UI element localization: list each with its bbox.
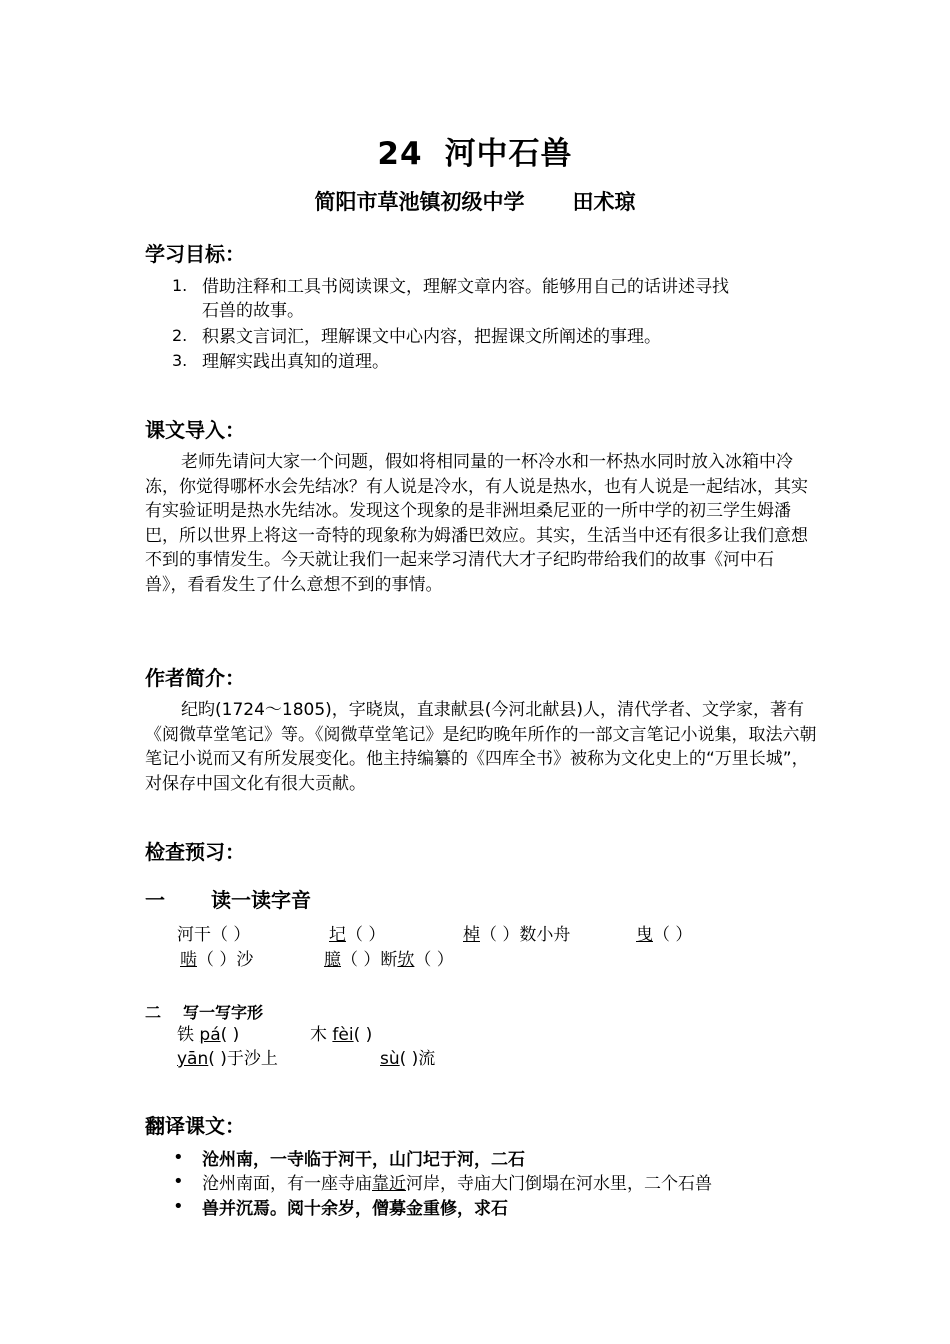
intro-paragraph: 老师先请问大家一个问题，假如将相同量的一杯冷水和一杯热水同时放入冰箱中冷冻，你觉得哪杯水会先结冰？有人说是冷水，有人说是热水，也有人说是一起结冰，其实有实验证明是热水先结冰。发现这个现象的是非洲坦桑尼亚的一所中学的初三学生姆潘巴，所以世界上将这一奇特的现象称为姆潘巴效应。其实，生活当中还有很多让我们意想不到的事情发生。今天就让我们一起来学习清代大才子纪昀带给我们的故事《河中石兽》，看看发生了什么意想不到的事情。 — [145, 452, 808, 595]
intro-heading: 课文导入： — [145, 418, 245, 442]
glyph-item: 铁 pá( ) — [177, 1025, 240, 1045]
goal-item-text: 理解实践出真知的道理。 — [202, 352, 389, 372]
author-heading: 作者简介： — [145, 666, 245, 690]
preview-heading: 检查预习： — [145, 840, 245, 864]
page-subtitle — [0, 186, 950, 216]
goals-heading: 学习目标： — [145, 242, 245, 266]
goal-item-text: 积累文言词汇，理解课文中心内容，把握课文所阐述的事理。 — [202, 327, 661, 347]
glyph-item: yān( )于沙上 — [177, 1049, 278, 1069]
lesson-title: 河中石兽 — [444, 136, 573, 172]
pinyin-item: 啮（ ）沙 — [180, 950, 254, 970]
pinyin-item: 臆（ ）断欤（ ） — [324, 950, 454, 970]
bullet-icon: • — [173, 1171, 184, 1192]
pinyin-item: 圮（ ） — [329, 925, 386, 945]
section-two-title: 写一写字形 — [183, 1003, 264, 1022]
goal-number: 2. — [172, 326, 188, 345]
glyph-item: sù( )流 — [380, 1049, 436, 1069]
section-one-number: 一 — [145, 888, 165, 912]
lesson-number: 24 — [377, 136, 423, 172]
section-two-number: 二 — [145, 1003, 162, 1022]
author-paragraph: 纪昀(1724～1805)，字晓岚，直隶献县(今河北献县)人，清代学者、文学家，著有《阅微草堂笔记》等。《阅微草堂笔记》是纪昀晚年所作的一部文言笔记小说集，取法六朝笔记小说而又有所发展变化。他主持编纂的《四库全书》被称为文化史上的“万里长城”，对保存中国文化有很大贡献。 — [145, 700, 817, 794]
pinyin-item: 河干（ ） — [177, 925, 251, 945]
bullet-icon: • — [173, 1147, 184, 1168]
goal-number: 1. — [172, 276, 188, 295]
author-name: 田术琼 — [572, 190, 636, 214]
page-title — [0, 128, 950, 173]
glyph-item: 木 fèi( ) — [310, 1025, 373, 1045]
translation-line: 沧州南面，有一座寺庙靠近河岸，寺庙大门倒塌在河水里，二个石兽 — [202, 1174, 712, 1194]
goal-number: 3. — [172, 351, 188, 370]
pinyin-item: 曳（ ） — [636, 925, 693, 945]
pinyin-item: 棹（ ）数小舟 — [463, 925, 571, 945]
bullet-icon: • — [173, 1196, 184, 1217]
goal-item-text-cont: 石兽的故事。 — [202, 301, 304, 321]
source-text-line: 沧州南，一寺临于河干，山门圮于河，二石 — [202, 1150, 525, 1170]
goal-item-text: 借助注释和工具书阅读课文，理解文章内容。能够用自己的话讲述寻找 — [202, 277, 729, 297]
source-text-line: 兽并沉焉。阅十余岁，僧募金重修，求石 — [202, 1199, 508, 1219]
school-name: 简阳市草池镇初级中学 — [314, 190, 525, 214]
section-one-title: 读一读字音 — [211, 888, 311, 912]
translate-heading: 翻译课文： — [145, 1114, 245, 1138]
